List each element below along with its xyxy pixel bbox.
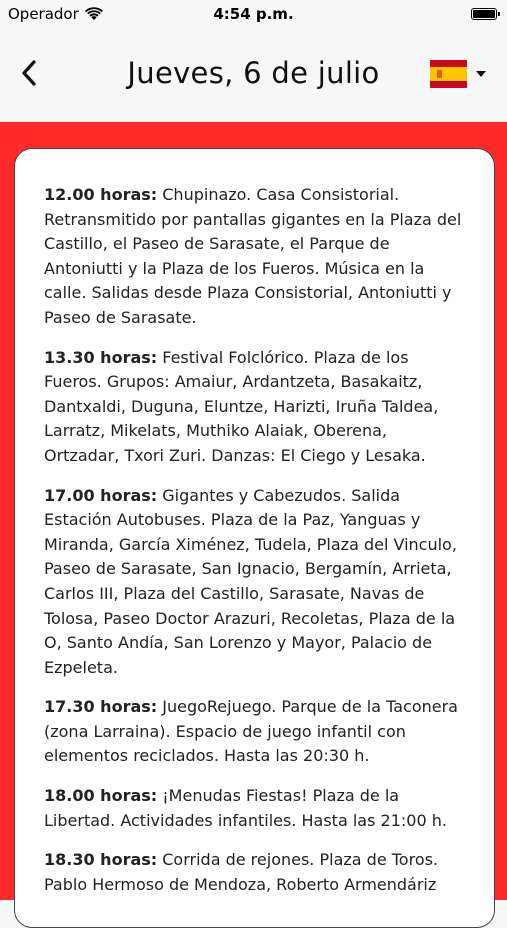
dropdown-caret-icon [475,70,487,78]
event-description: Gigantes y Cabezudos. Salida Estación Autobuses. Plaza de la Paz, Yanguas y Miranda, García Ximénez, Tudela, Plaza del Vinculo, Paseo de Sarasate, San Ignacio, Bergamín, Arrieta, Carlos III, Plaza del Castillo, Sarasate, Navas de Tolosa, Paseo Doctor Arazuri, Recoletas, Plaza de la O, Santo Andía, San Lorenzo y Mayor, Palacio de Ezpeleta. [44,485,457,677]
event-time: 12.00 horas: [44,185,158,204]
status-time: 4:54 p.m. [213,5,294,23]
event-item [44,784,466,833]
event-item [44,346,466,469]
event-description: Festival Folclórico. Plaza de los Fueros. Grupos: Amaiur, Ardantzeta, Basakaitz, Dantxaldi, Duguna, Eluntze, Harizti, Iruña Taldea, Larratz, Mikelats, Muthiko Alaiak, Oberena, Ortzadar, Txori Zuri. Danzas: El Ciego y Lesaka. [44,347,439,465]
event-time: 18.30 horas: [44,850,158,870]
language-selector[interactable] [430,58,487,90]
page-title: Jueves, 6 de julio [127,56,380,90]
event-description: Corrida de rejones. Plaza de Toros. Pablo Hermoso de Mendoza, Roberto Armendáriz [44,850,439,894]
event-description: Chupinazo. Casa Consistorial. Retransmitido por pantallas gigantes en la Plaza del Castillo, el Paseo de Sarasate, el Parque de Antoniutti y la Plaza de los Fueros. Música en la calle. Salidas desde Plaza Consistorial, Antoniutti y Paseo de Sarasate. [44,185,462,327]
event-time: 17.30 horas: [44,697,158,717]
event-time: 17.00 horas: [44,485,158,505]
status-bar [0,0,507,28]
battery-icon [471,8,497,20]
event-description: JuegoRejuego. Parque de la Taconera (zona Larraina). Espacio de juego infantil con elementos reciclados. Hasta las 20:30 h. [44,697,458,766]
event-item [44,848,466,897]
event-time: 13.30 horas: [44,347,158,367]
navigation-bar [0,28,507,122]
spain-flag-icon [430,60,467,88]
event-item [44,484,466,681]
event-item [44,695,466,769]
carrier-label: Operador [8,5,79,23]
events-card [14,148,495,928]
event-description: ¡Menudas Fiestas! Plaza de la Libertad. Actividades infantiles. Hasta las 21:00 h. [44,786,447,830]
event-time: 18.00 horas: [44,786,158,806]
event-item [44,183,466,331]
